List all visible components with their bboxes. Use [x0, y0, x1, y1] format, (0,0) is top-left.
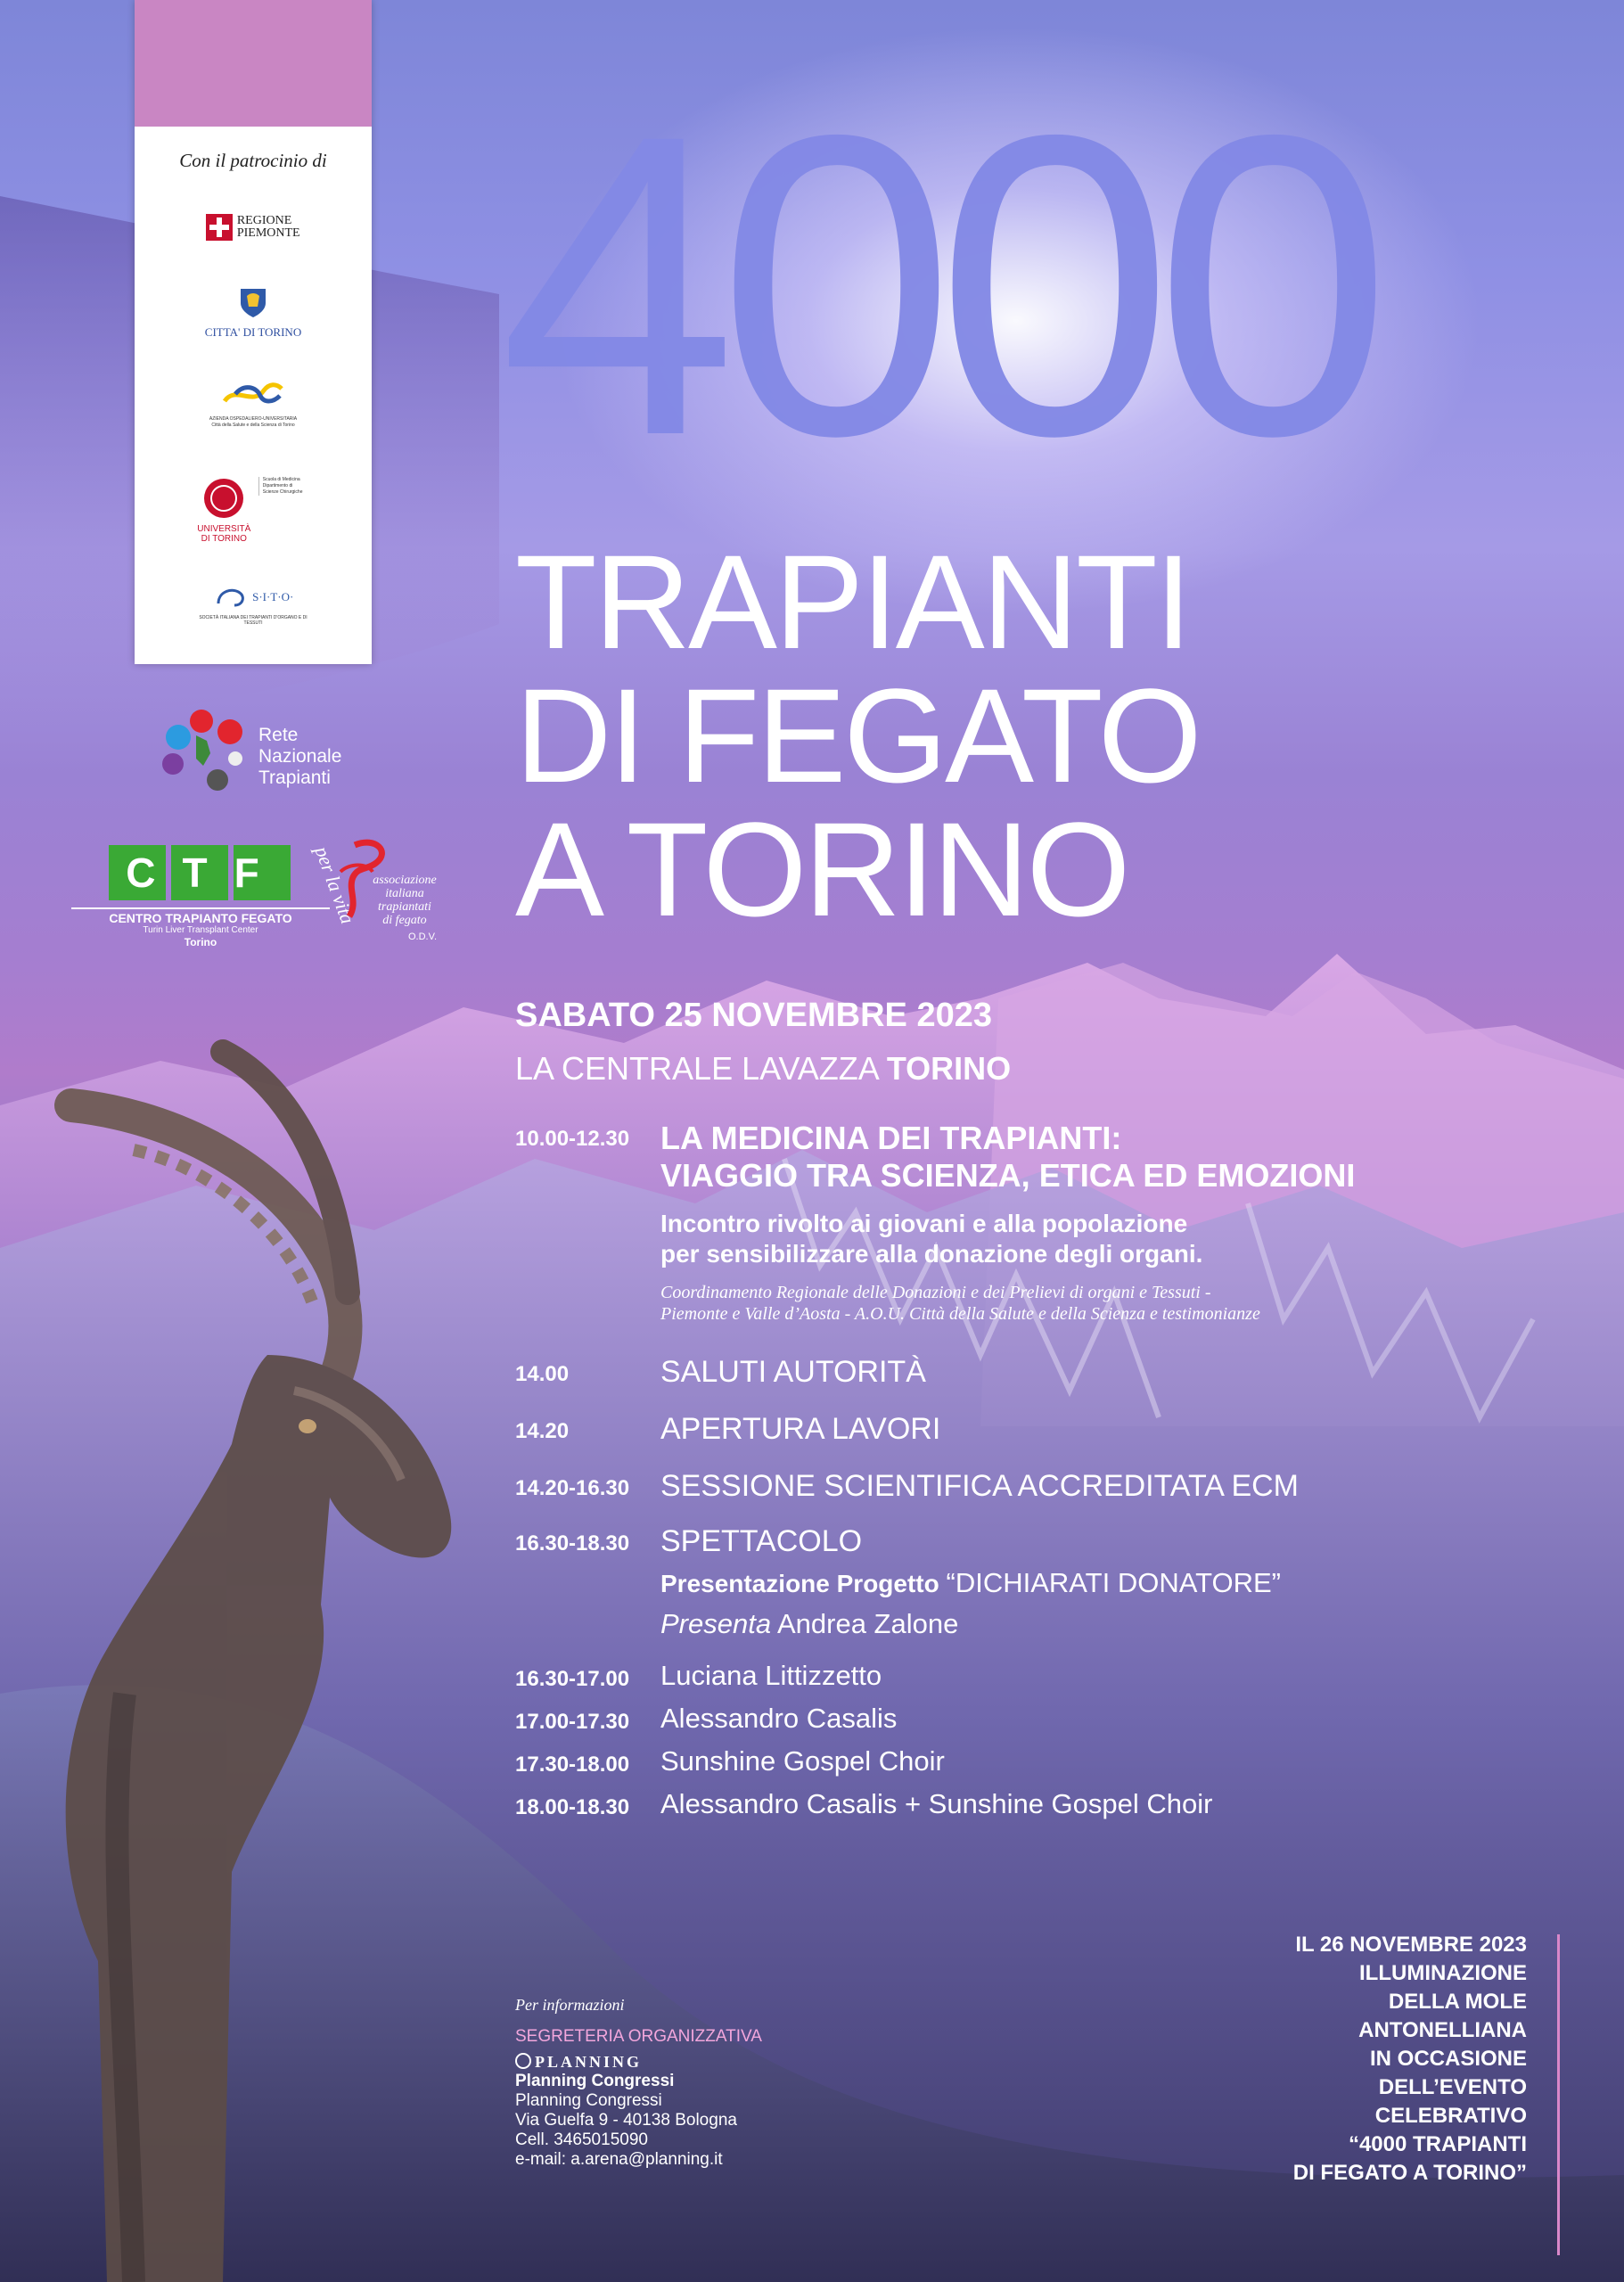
side-note	[1159, 1931, 1527, 2188]
program-title	[660, 1120, 1355, 1194]
ctf-line-2: Turin Liver Transplant Center	[143, 925, 258, 935]
program-time: 17.30-18.00	[515, 1753, 630, 1777]
event-venue	[515, 1050, 1011, 1088]
universita-torino-logo: UNIVERSITÀ DI TORINO Scuola di Medicina Dipartimento di Scienze Chirurgiche	[135, 477, 372, 544]
unito-seal-icon	[202, 477, 245, 520]
headline-line-2: DI FEGATO	[515, 661, 1200, 810]
side-note-line: “4000 TRAPIANTI	[1348, 2132, 1527, 2156]
presenter-name: Andrea Zalone	[776, 1608, 959, 1639]
project-prefix: Presentazione Progetto	[660, 1570, 939, 1597]
info-secretariat: SEGRETERIA ORGANIZZATIVA	[515, 2027, 762, 2046]
venue-name: LA CENTRALE LAVAZZA	[515, 1050, 878, 1087]
side-note-divider	[1557, 1934, 1560, 2255]
aitf-line-1: associazione	[373, 874, 437, 887]
program-title: Sunshine Gospel Choir	[660, 1745, 945, 1777]
sito-mark-icon	[213, 584, 249, 611]
program-title-line-2: VIAGGIO TRA SCIENZA, ETICA ED EMOZIONI	[660, 1157, 1356, 1194]
program-title: SESSIONE SCIENTIFICA ACCREDITATA ECM	[660, 1469, 1300, 1503]
torino-crest-icon	[238, 283, 268, 319]
side-note-line: DELLA MOLE	[1388, 1990, 1527, 2014]
rnt-line-2: Nazionale	[258, 746, 342, 767]
planning-brand-text: PLANNING	[535, 2053, 643, 2071]
side-note-line: CELEBRATIVO	[1374, 2104, 1527, 2128]
event-date: SABATO 25 NOVEMBRE 2023	[515, 997, 992, 1034]
program-time: 18.00-18.30	[515, 1795, 630, 1819]
info-company-bold: Planning Congressi	[515, 2072, 675, 2090]
info-email[interactable]: e-mail: a.arena@planning.it	[515, 2150, 723, 2169]
ctf-line-1: CENTRO TRAPIANTO FEGATO	[109, 911, 292, 925]
aou-mark-icon	[217, 376, 289, 412]
program-time: 10.00-12.30	[515, 1127, 630, 1151]
info-phone: Cell. 3465015090	[515, 2130, 648, 2149]
info-label: Per informazioni	[515, 1996, 625, 2014]
side-note-line: IN OCCASIONE	[1369, 2047, 1527, 2071]
rnt-mark-icon	[160, 709, 250, 798]
program-time: 17.00-17.30	[515, 1710, 630, 1734]
patronage-accent-bar	[135, 0, 372, 127]
side-note-line: ANTONELLIANA	[1358, 2018, 1527, 2042]
program-project	[660, 1567, 1281, 1599]
info-company: Planning Congressi	[515, 2091, 662, 2110]
program-title: Alessandro Casalis + Sunshine Gospel Choir	[660, 1788, 1213, 1819]
program-time: 14.20-16.30	[515, 1476, 630, 1500]
headline	[515, 527, 1200, 944]
ctf-mark: CTF	[126, 850, 286, 896]
program-title: APERTURA LAVORI	[660, 1412, 941, 1446]
program-note-line-1: Coordinamento Regionale delle Donazioni e dei Prelievi di organi e Tessuti -	[660, 1283, 1211, 1302]
program-subtitle	[660, 1209, 1202, 1269]
side-note-line: IL 26 NOVEMBRE 2023	[1295, 1933, 1527, 1957]
program-title: Luciana Littizzetto	[660, 1660, 882, 1691]
program-title: SPETTACOLO	[660, 1524, 863, 1558]
azienda-ospedaliera-logo: AZIENDA OSPEDALIERO-UNIVERSITARIA Città della Salute e della Scienza di Torino	[135, 376, 372, 429]
regione-piemonte-logo: REGIONE PIEMONTE	[135, 214, 372, 241]
program-time: 16.30-17.00	[515, 1667, 630, 1691]
program-time: 14.20	[515, 1419, 570, 1443]
aitf-line-4: di fegato	[382, 914, 427, 927]
program-time: 16.30-18.30	[515, 1531, 630, 1556]
aitf-line-5: O.D.V.	[408, 932, 437, 942]
program-title: SALUTI AUTORITÀ	[660, 1355, 926, 1389]
patronage-panel	[135, 0, 372, 664]
program-subtitle-line-2: per sensibilizzare alla donazione degli organi.	[660, 1240, 1203, 1268]
program-subtitle-line-1: Incontro rivolto ai giovani e alla popolazione	[660, 1210, 1188, 1237]
aitf-script: per la vita	[310, 843, 359, 927]
program-title: Alessandro Casalis	[660, 1703, 898, 1734]
info-block	[515, 1995, 762, 2170]
headline-line-1: TRAPIANTI	[515, 527, 1190, 677]
headline-line-3: A TORINO	[515, 794, 1128, 944]
aitf-line-3: trapiantati	[378, 900, 431, 914]
venue-city: TORINO	[886, 1050, 1012, 1087]
side-note-line: DELL’EVENTO	[1378, 2075, 1527, 2099]
program-presenter	[660, 1608, 958, 1640]
program-note	[660, 1282, 1260, 1325]
planning-brand	[515, 2052, 762, 2072]
info-address: Via Guelfa 9 - 40138 Bologna	[515, 2111, 737, 2130]
program-time: 14.00	[515, 1362, 570, 1386]
citta-di-torino-logo: CITTA' DI TORINO	[135, 283, 372, 340]
side-note-line: DI FEGATO A TORINO”	[1292, 2161, 1527, 2185]
sito-logo: $^{S\cdot I\cdot T\cdot O\cdot}$ SOCIETÀ ITALIANA DEI TRAPIANTI D'ORGANO E DI TESSUTI	[135, 584, 372, 626]
side-note-line: ILLUMINAZIONE	[1359, 1961, 1527, 1985]
hero-number: 4000	[499, 45, 1373, 524]
aitf-line-2: italiana	[385, 887, 424, 900]
program-title-line-1: LA MEDICINA DEI TRAPIANTI:	[660, 1120, 1122, 1156]
ctf-line-3: Torino	[184, 936, 217, 948]
presenter-prefix: Presenta	[660, 1608, 772, 1639]
planning-mark-icon	[515, 2053, 531, 2069]
program-note-line-2: Piemonte e Valle d’Aosta - A.O.U. Città della Salute e della Scienza e testimonianze	[660, 1304, 1260, 1324]
project-name: “DICHIARATI DONATORE”	[946, 1567, 1281, 1598]
rnt-line-3: Trapianti	[258, 768, 331, 788]
rnt-line-1: Rete	[258, 725, 299, 745]
patronage-label: Con il patrocinio di	[179, 150, 327, 171]
